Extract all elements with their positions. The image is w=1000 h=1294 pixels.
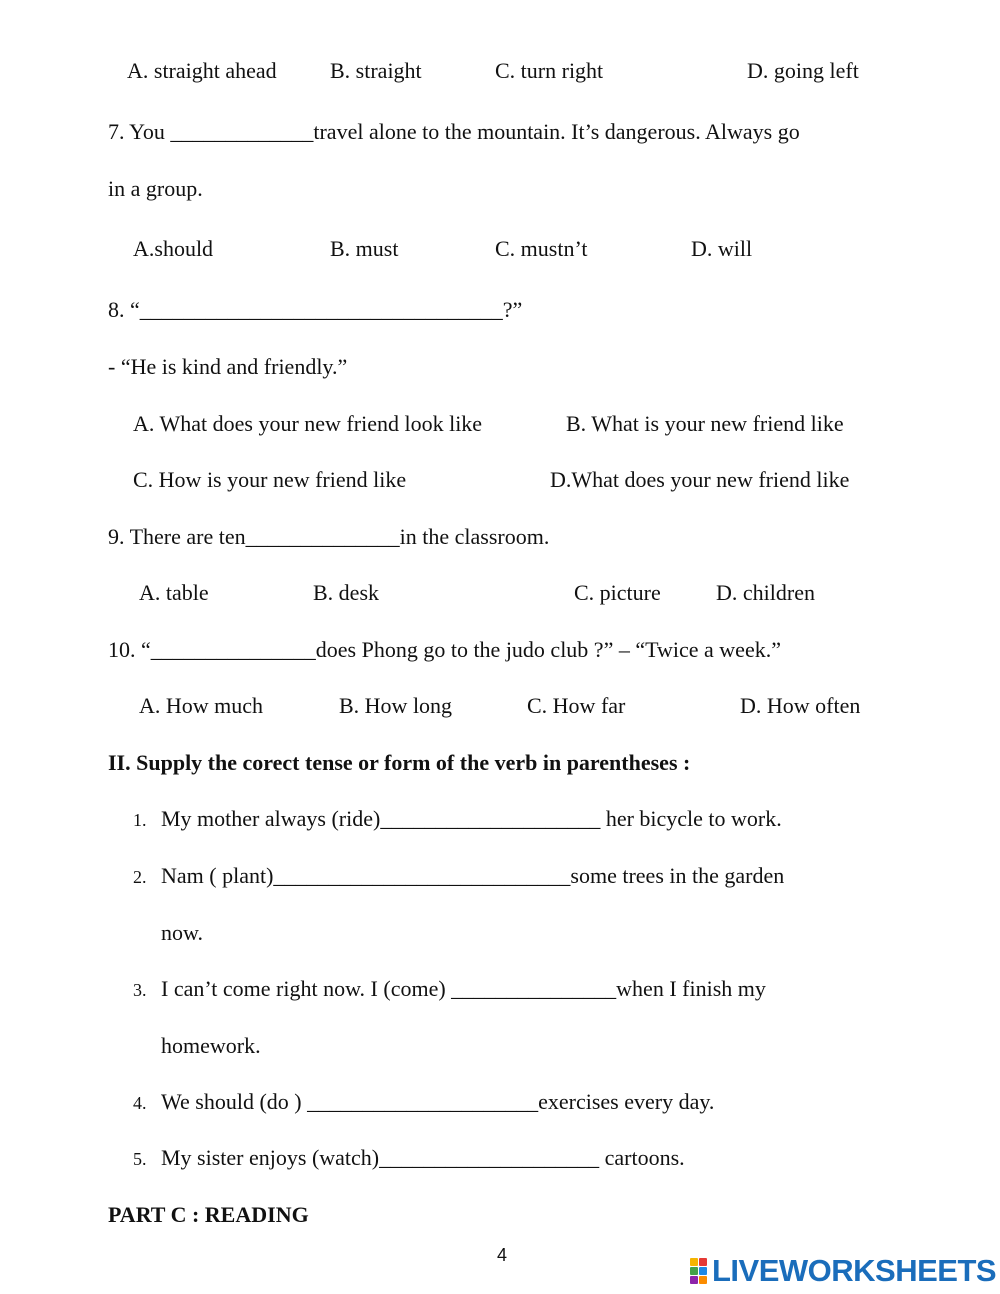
item-5-text: My sister enjoys (watch)____________________ cartoons. xyxy=(161,1145,685,1170)
item-3-text-cont: homework. xyxy=(161,1033,261,1058)
q10-option-a: A. How much xyxy=(139,693,264,718)
item-5-number: 5. xyxy=(133,1149,147,1169)
q10-option-d: D. How often xyxy=(740,693,861,718)
q8-option-d: D.What does your new friend like xyxy=(550,467,850,492)
q9-option-d: D. children xyxy=(716,580,815,605)
item-1-text: My mother always (ride)____________________ her bicycle to work. xyxy=(161,806,782,831)
q6-option-d: D. going left xyxy=(747,58,859,83)
q9-stem: 9. There are ten______________in the classroom. xyxy=(108,524,550,549)
q7-option-c: C. mustn’t xyxy=(495,236,588,261)
q10-option-c: C. How far xyxy=(527,693,626,718)
q6-option-a: A. straight ahead xyxy=(127,58,277,83)
item-4-text: We should (do ) _____________________exercises every day. xyxy=(161,1089,715,1114)
q8-stem: 8. “_________________________________?” xyxy=(108,297,523,322)
q8-answer-line: - “He is kind and friendly.” xyxy=(108,354,348,379)
q7-stem: 7. You _____________travel alone to the mountain. It’s dangerous. Always go xyxy=(108,119,800,144)
q6-option-b: B. straight xyxy=(330,58,422,83)
page-number: 4 xyxy=(497,1245,508,1265)
item-2-text-cont: now. xyxy=(161,920,203,945)
q7-option-d: D. will xyxy=(691,236,753,261)
q10-stem: 10. “_______________does Phong go to the judo club ?” – “Twice a week.” xyxy=(108,637,781,662)
item-1-number: 1. xyxy=(133,810,147,830)
q8-option-b: B. What is your new friend like xyxy=(566,411,844,436)
section-2-heading: II. Supply the corect tense or form of the verb in parentheses : xyxy=(108,750,691,775)
item-2-text: Nam ( plant)___________________________some trees in the garden xyxy=(161,863,785,888)
q9-option-c: C. picture xyxy=(574,580,661,605)
q6-option-c: C. turn right xyxy=(495,58,604,83)
q9-option-a: A. table xyxy=(139,580,209,605)
q9-option-b: B. desk xyxy=(313,580,379,605)
item-4-number: 4. xyxy=(133,1093,147,1113)
item-2-number: 2. xyxy=(133,867,147,887)
liveworksheets-logo-text: LIVEWORKSHEETS xyxy=(712,1253,997,1288)
item-3-text: I can’t come right now. I (come) _______________when I finish my xyxy=(161,976,766,1001)
liveworksheets-logo-icon xyxy=(690,1258,708,1284)
q8-option-c: C. How is your new friend like xyxy=(133,467,407,492)
liveworksheets-logo xyxy=(690,1254,996,1288)
q7-option-a: A.should xyxy=(133,236,214,261)
q10-option-b: B. How long xyxy=(339,693,453,718)
item-3-number: 3. xyxy=(133,980,147,1000)
part-c-heading: PART C : READING xyxy=(108,1202,309,1227)
q7-option-b: B. must xyxy=(330,236,399,261)
q8-option-a: A. What does your new friend look like xyxy=(133,411,483,436)
q7-stem-cont: in a group. xyxy=(108,176,203,201)
